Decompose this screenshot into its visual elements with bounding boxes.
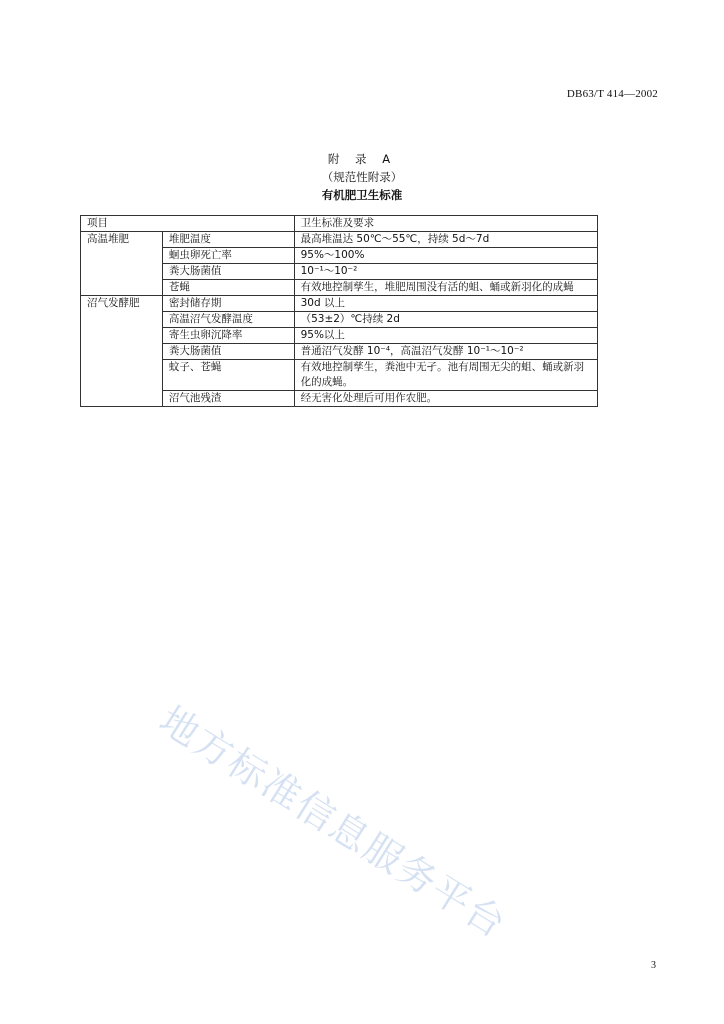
row-requirement: 有效地控制孳生，粪池中无孑。池有周围无尖的蛆、蛹或新羽化的成蝇。 <box>294 360 597 391</box>
row-item: 高温沼气发酵温度 <box>162 312 294 328</box>
row-requirement: 最高堆温达 50℃～55℃，持续 5d～7d <box>294 232 597 248</box>
row-requirement: 普通沼气发酵 10⁻⁴，高温沼气发酵 10⁻¹～10⁻² <box>294 344 597 360</box>
watermark: 地方标准信息服务平台 <box>151 697 515 947</box>
row-requirement: 有效地控制孳生，堆肥周围没有活的蛆、蛹或新羽化的成蝇 <box>294 280 597 296</box>
hygiene-standard-table <box>80 215 598 407</box>
row-requirement: 95%以上 <box>294 328 597 344</box>
group-name: 沼气发酵肥 <box>81 296 163 407</box>
appendix-subtitle: （规范性附录） <box>321 170 403 184</box>
appendix-title: 附 录 A <box>327 152 397 166</box>
appendix-header <box>0 150 724 204</box>
row-item: 密封储存期 <box>162 296 294 312</box>
row-item: 蚊子、苍蝇 <box>162 360 294 391</box>
table-row <box>81 296 598 312</box>
row-requirement: 经无害化处理后可用作农肥。 <box>294 391 597 407</box>
table-row <box>81 232 598 248</box>
row-item: 粪大肠菌值 <box>162 344 294 360</box>
page-number: 3 <box>651 960 656 971</box>
row-item: 堆肥温度 <box>162 232 294 248</box>
header-requirement: 卫生标准及要求 <box>294 216 597 232</box>
header-item: 项目 <box>81 216 295 232</box>
row-requirement: （53±2）℃持续 2d <box>294 312 597 328</box>
table-header-row <box>81 216 598 232</box>
row-requirement: 30d 以上 <box>294 296 597 312</box>
row-item: 苍蝇 <box>162 280 294 296</box>
row-item: 蛔虫卵死亡率 <box>162 248 294 264</box>
group-name: 高温堆肥 <box>81 232 163 296</box>
row-item: 沼气池残渣 <box>162 391 294 407</box>
row-item: 粪大肠菌值 <box>162 264 294 280</box>
row-requirement: 10⁻¹～10⁻² <box>294 264 597 280</box>
row-requirement: 95%～100% <box>294 248 597 264</box>
appendix-heading: 有机肥卫生标准 <box>321 188 403 202</box>
row-item: 寄生虫卵沉降率 <box>162 328 294 344</box>
doc-code: DB63/T 414—2002 <box>566 88 658 100</box>
